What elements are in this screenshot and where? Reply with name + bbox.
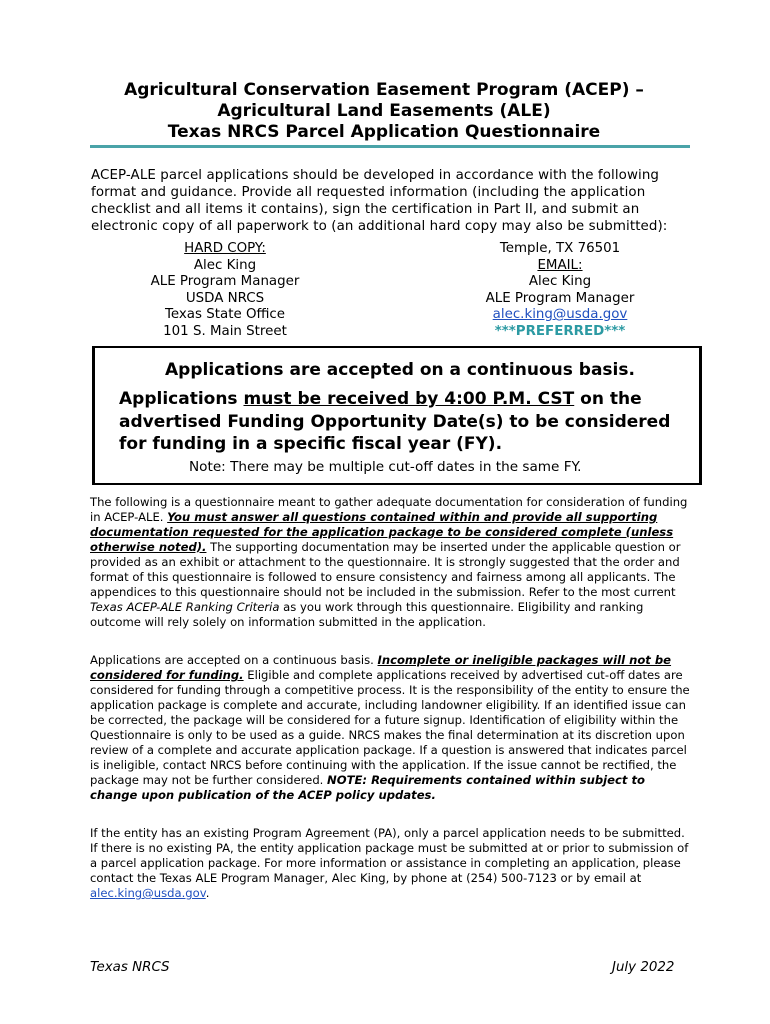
- hard-copy-street: 101 S. Main Street: [163, 323, 287, 339]
- notice-note: Note: There may be multiple cut-off dates in the same FY.: [189, 459, 582, 475]
- footer-left: Texas NRCS: [90, 960, 170, 975]
- email-address-block: [460, 241, 660, 340]
- notice-deadline-pre: Applications: [119, 389, 244, 409]
- para3-end: .: [205, 886, 210, 900]
- paragraph-contact: [90, 826, 692, 901]
- notice-deadline: [119, 388, 699, 456]
- para3-text: If the entity has an existing Program Agreement (PA), only a parcel application needs to be submitted. If there is no existing PA, the entity application package must be submitted at or prior to submission of a parcel application package. For more information or assistance in completing an application, please contact the Texas ALE Program Manager, Alec King, by phone at (254) 500-7123 or by email at: [90, 826, 689, 885]
- para1-text-c: The supporting documentation may be inserted under the applicable question or provided as an exhibit or attachment to the questionnaire. It is strongly suggested that the order and format of this questionnaire is followed to ensure consistency and fairness among all applicants. The appendices to this questionnaire should not be included in the submission. Refer to the most current: [90, 540, 681, 599]
- para1-emphasis: You must answer all questions contained within and provide all supporting documentation requested for the application package to be considered complete (unless otherwise noted).: [90, 510, 674, 554]
- document-title: [90, 80, 678, 143]
- footer-date: July 2022: [612, 960, 675, 975]
- notice-continuous: Applications are accepted on a continuous basis.: [165, 360, 635, 380]
- title-line-1: Agricultural Conservation Easement Program (ACEP) –: [124, 80, 644, 100]
- para2-text-c: Eligible and complete applications received by advertised cut-off dates are considered for funding through a competitive process. It is the responsibility of the entity to ensure the application package is complete and accurate, including landowner eligibility. If an identified issue can be corrected, the package will be considered for a future signup. Identification of eligibility within the Questionnaire is only to be used as a guide. NRCS makes the final determination at its discretion upon review of a complete and accurate application package. If a question is answered that indicates parcel is ineligible, contact NRCS before continuing with the application. If the issue cannot be rectified, the package may not be further considered.: [90, 668, 690, 787]
- hard-copy-name: Alec King: [193, 257, 257, 273]
- hard-copy-office: Texas State Office: [164, 307, 286, 322]
- title-line-2: Agricultural Land Easements (ALE): [217, 101, 551, 121]
- email-role: ALE Program Manager: [485, 290, 635, 306]
- para2-text-a: Applications are accepted on a continuous basis.: [90, 653, 378, 667]
- notice-deadline-post: on the advertised Funding Opportunity Date(s) to be considered for funding in a specific fiscal year (FY).: [119, 389, 671, 454]
- hard-copy-heading: HARD COPY:: [184, 241, 266, 256]
- email-name: Alec King: [528, 274, 592, 289]
- para2-note: NOTE: Requirements contained within subject to change upon publication of the ACEP policy updates.: [90, 773, 645, 802]
- para1-text-a: The following is a questionnaire meant to gather adequate documentation for consideration of funding in ACEP-ALE.: [90, 495, 688, 524]
- email-heading: EMAIL:: [537, 257, 583, 273]
- hard-copy-address: [120, 241, 330, 340]
- title-line-3: Texas NRCS Parcel Application Questionnaire: [167, 122, 601, 142]
- hard-copy-role: ALE Program Manager: [150, 274, 300, 289]
- title-divider: [90, 145, 690, 148]
- paragraph-questionnaire-purpose: [90, 495, 692, 630]
- preferred-label: ***PREFERRED***: [494, 323, 626, 339]
- email-link[interactable]: alec.king@usda.gov: [492, 307, 628, 322]
- intro-paragraph: ACEP-ALE parcel applications should be developed in accordance with the following format and guidance. Provide all requested information (including the application checklist and all items it contains), sign the certification in Part II, and submit an electronic copy of all paperwork to (an additional hard copy may also be submitted):: [91, 168, 668, 234]
- hard-copy-city: Temple, TX 76501: [499, 241, 621, 256]
- hard-copy-org: USDA NRCS: [185, 290, 265, 306]
- contact-email-link[interactable]: alec.king@usda.gov: [90, 886, 206, 900]
- para2-emphasis: Incomplete or ineligible packages will not be considered for funding.: [90, 653, 672, 682]
- notice-box: [92, 346, 702, 485]
- notice-deadline-underlined: must be received by 4:00 P.M. CST: [243, 389, 575, 409]
- ranking-criteria-reference: Texas ACEP-ALE Ranking Criteria: [90, 600, 280, 614]
- para1-text-e: as you work through this questionnaire. Eligibility and ranking outcome will rely solely on information submitted in the application.: [90, 600, 644, 629]
- paragraph-eligibility: [90, 653, 692, 803]
